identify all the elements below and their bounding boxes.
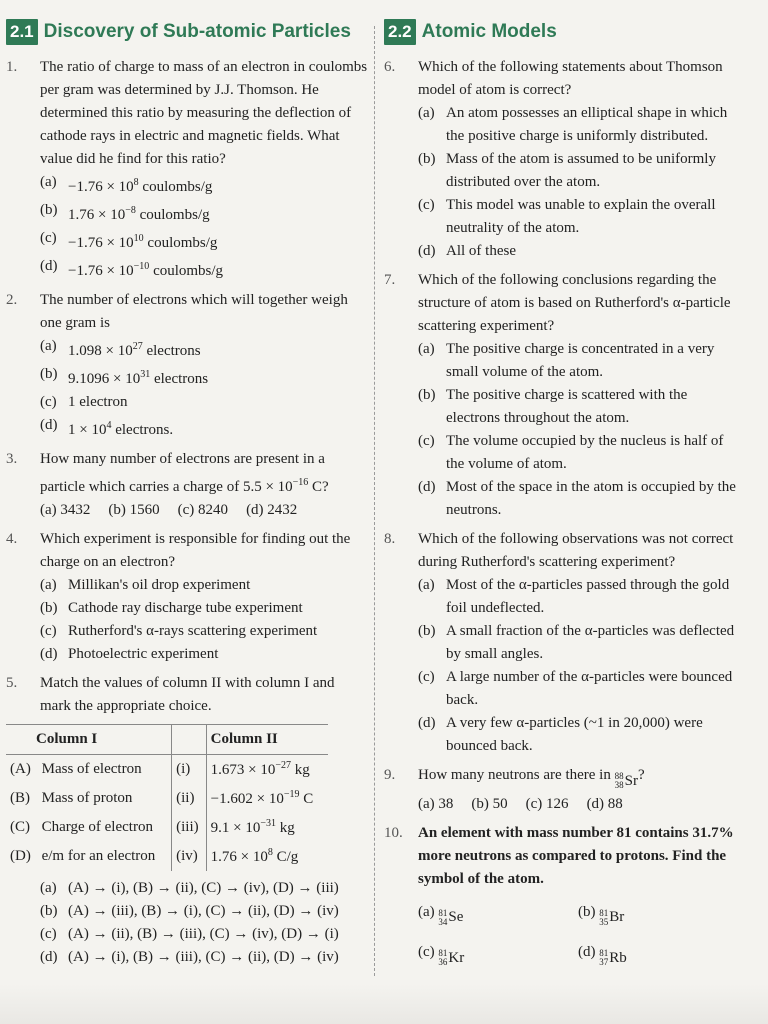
question-number: 7. bbox=[384, 272, 396, 288]
right-column bbox=[384, 18, 744, 976]
option-d: (d) $-1.76 \times 10^{-10}$ coulombs/g bbox=[40, 258, 224, 279]
table-row: (D) e/m for an electron (iv) $1.76 \times 10^8$ C/g bbox=[6, 842, 328, 871]
options-grid bbox=[418, 901, 744, 970]
question-text: Which of the following statements about Thomson model of atom is correct? bbox=[418, 59, 723, 98]
question-4 bbox=[6, 528, 368, 666]
option-c: (c) $-1.76 \times 10^{10}$ coulombs/g bbox=[40, 230, 218, 251]
roman-header bbox=[172, 725, 207, 755]
option-c: (c) A large number of the α-particles were bounced back. bbox=[418, 669, 733, 708]
option-c: (c) The volume occupied by the nucleus is half of the volume of atom. bbox=[418, 433, 724, 472]
option-c: (c) 1 electron bbox=[40, 394, 128, 410]
column-divider bbox=[374, 26, 375, 976]
question-text: The ratio of charge to mass of an electron in coulombs per gram was determined by J.J. Thomson. He determined this ratio by measuring the deflection of cathode rays in electric and magnetic fields. What value did he find for this ratio? bbox=[40, 59, 368, 167]
question-number: 2. bbox=[6, 292, 18, 308]
question-2 bbox=[6, 289, 368, 442]
option-a: (a) (A) → (i), (B) → (ii), (C) → (iv), (D) → (iii) bbox=[40, 880, 339, 896]
section-title: Atomic Models bbox=[421, 21, 557, 42]
question-text: An element with mass number 81 contains 31.7% more neutrons as compared to protons. Find the symbol of the atom. bbox=[418, 824, 734, 887]
option-d: (d) 88 bbox=[586, 795, 623, 812]
table-row: (B) Mass of proton (ii) $-1.602 \times 10^{-19}$ C bbox=[6, 784, 328, 813]
option-d: (d) 2432 bbox=[246, 502, 298, 518]
option-b: (b) Cathode ray discharge tube experiment bbox=[40, 600, 303, 616]
question-1 bbox=[6, 56, 368, 283]
option-a: (a) Millikan's oil drop experiment bbox=[40, 577, 251, 593]
option-b: (b) 1560 bbox=[108, 502, 160, 518]
question-text: How many number of electrons are present in a particle which carries a charge of $5.5 \times 10^{-16}$ C? bbox=[40, 451, 329, 495]
option-b: (b) (A) → (iii), (B) → (i), (C) → (ii), (D) → (iv) bbox=[40, 903, 339, 919]
option-a: (a) 3432 bbox=[40, 502, 91, 518]
question-number: 3. bbox=[6, 451, 18, 467]
option-d: (d) All of these bbox=[418, 243, 516, 259]
option-b: (b) $1.76 \times 10^{-8}$ coulombs/g bbox=[40, 202, 210, 223]
option-b: (b) $9.1096 \times 10^{31}$ electrons bbox=[40, 366, 209, 387]
option-d: (d) Photoelectric experiment bbox=[40, 646, 219, 662]
option-a: (a) The positive charge is concentrated in a very small volume of the atom. bbox=[418, 341, 715, 380]
option-c: (c) Rutherford's α-rays scattering experiment bbox=[40, 623, 318, 639]
match-table bbox=[6, 724, 328, 871]
question-number: 9. bbox=[384, 767, 396, 783]
question-5 bbox=[6, 672, 368, 718]
isotope-symbol: 88 38 Sr bbox=[614, 771, 638, 790]
question-8 bbox=[384, 528, 744, 758]
section-header-2-2 bbox=[384, 18, 744, 46]
options-row bbox=[418, 793, 744, 816]
question-9 bbox=[384, 764, 744, 816]
question-5-options bbox=[40, 877, 368, 969]
column-i-header: Column I bbox=[6, 725, 172, 755]
option-a: (a) $-1.76 \times 10^8$ coulombs/g bbox=[40, 174, 213, 195]
option-c: (c) 81 36 Kr bbox=[418, 944, 465, 967]
option-d: (d) Most of the space in the atom is occupied by the neutrons. bbox=[418, 479, 736, 518]
question-3 bbox=[6, 448, 368, 522]
section-header-2-1 bbox=[6, 18, 368, 46]
option-b: (b) 81 35 Br bbox=[578, 903, 625, 927]
option-d: (d) 81 37 Rb bbox=[578, 944, 627, 967]
option-d: (d) $1 \times 10^4$ electrons. bbox=[40, 417, 174, 438]
question-10 bbox=[384, 822, 744, 970]
options-row bbox=[40, 499, 368, 522]
option-b: (b) A small fraction of the α-particles was deflected by small angles. bbox=[418, 623, 735, 662]
option-c: (c) 126 bbox=[525, 795, 569, 812]
question-text: Which of the following conclusions regarding the structure of atom is based on Rutherford's α-particle scattering experiment? bbox=[418, 272, 731, 334]
question-number: 5. bbox=[6, 675, 18, 691]
section-number: 2.1 bbox=[6, 19, 38, 45]
option-b: (b) Mass of the atom is assumed to be uniformly distributed over the atom. bbox=[418, 151, 716, 190]
question-number: 10. bbox=[384, 824, 403, 841]
question-number: 4. bbox=[6, 531, 18, 547]
section-title: Discovery of Sub-atomic Particles bbox=[43, 21, 351, 42]
question-text: Which of the following observations was not correct during Rutherford's scattering experiment? bbox=[418, 531, 734, 570]
column-ii-header: Column II bbox=[206, 725, 328, 755]
section-number: 2.2 bbox=[384, 19, 416, 45]
option-c: (c) 8240 bbox=[177, 502, 229, 518]
question-text: The number of electrons which will together weigh one gram is bbox=[40, 292, 348, 331]
option-a: (a) 38 bbox=[418, 795, 454, 812]
question-text: How many neutrons are there in 88 38 Sr ? bbox=[418, 764, 744, 793]
option-a: (a) An atom possesses an elliptical shape in which the positive charge is uniformly distributed. bbox=[418, 105, 728, 144]
table-header-row bbox=[6, 725, 328, 755]
option-c: (c) (A) → (ii), (B) → (iii), (C) → (iv), (D) → (i) bbox=[40, 926, 339, 942]
left-column bbox=[6, 18, 368, 975]
page-bottom-shadow bbox=[0, 984, 768, 1024]
option-a: (a) $1.098 \times 10^{27}$ electrons bbox=[40, 338, 201, 359]
question-text: Which experiment is responsible for finding out the charge on an electron? bbox=[40, 531, 351, 570]
question-number: 6. bbox=[384, 59, 396, 75]
table-row: (C) Charge of electron (iii) $9.1 \times 10^{-31}$ kg bbox=[6, 813, 328, 842]
option-c: (c) This model was unable to explain the overall neutrality of the atom. bbox=[418, 197, 716, 236]
question-number: 1. bbox=[6, 59, 18, 75]
question-text: Match the values of column II with column I and mark the appropriate choice. bbox=[40, 675, 335, 714]
question-7 bbox=[384, 269, 744, 522]
option-b: (b) 50 bbox=[471, 795, 508, 812]
table-row: (A) Mass of electron (i) $1.673 \times 10^{-27}$ kg bbox=[6, 755, 328, 785]
question-number: 8. bbox=[384, 531, 396, 547]
option-a: (a) Most of the α-particles passed through the gold foil undeflected. bbox=[418, 577, 730, 616]
option-d: (d) A very few α-particles (~1 in 20,000) were bounced back. bbox=[418, 715, 703, 754]
option-b: (b) The positive charge is scattered with the electrons throughout the atom. bbox=[418, 387, 688, 426]
option-a: (a) 81 34 Se bbox=[418, 903, 464, 927]
question-6 bbox=[384, 56, 744, 263]
option-d: (d) (A) → (i), (B) → (iii), (C) → (ii), (D) → (iv) bbox=[40, 949, 339, 965]
